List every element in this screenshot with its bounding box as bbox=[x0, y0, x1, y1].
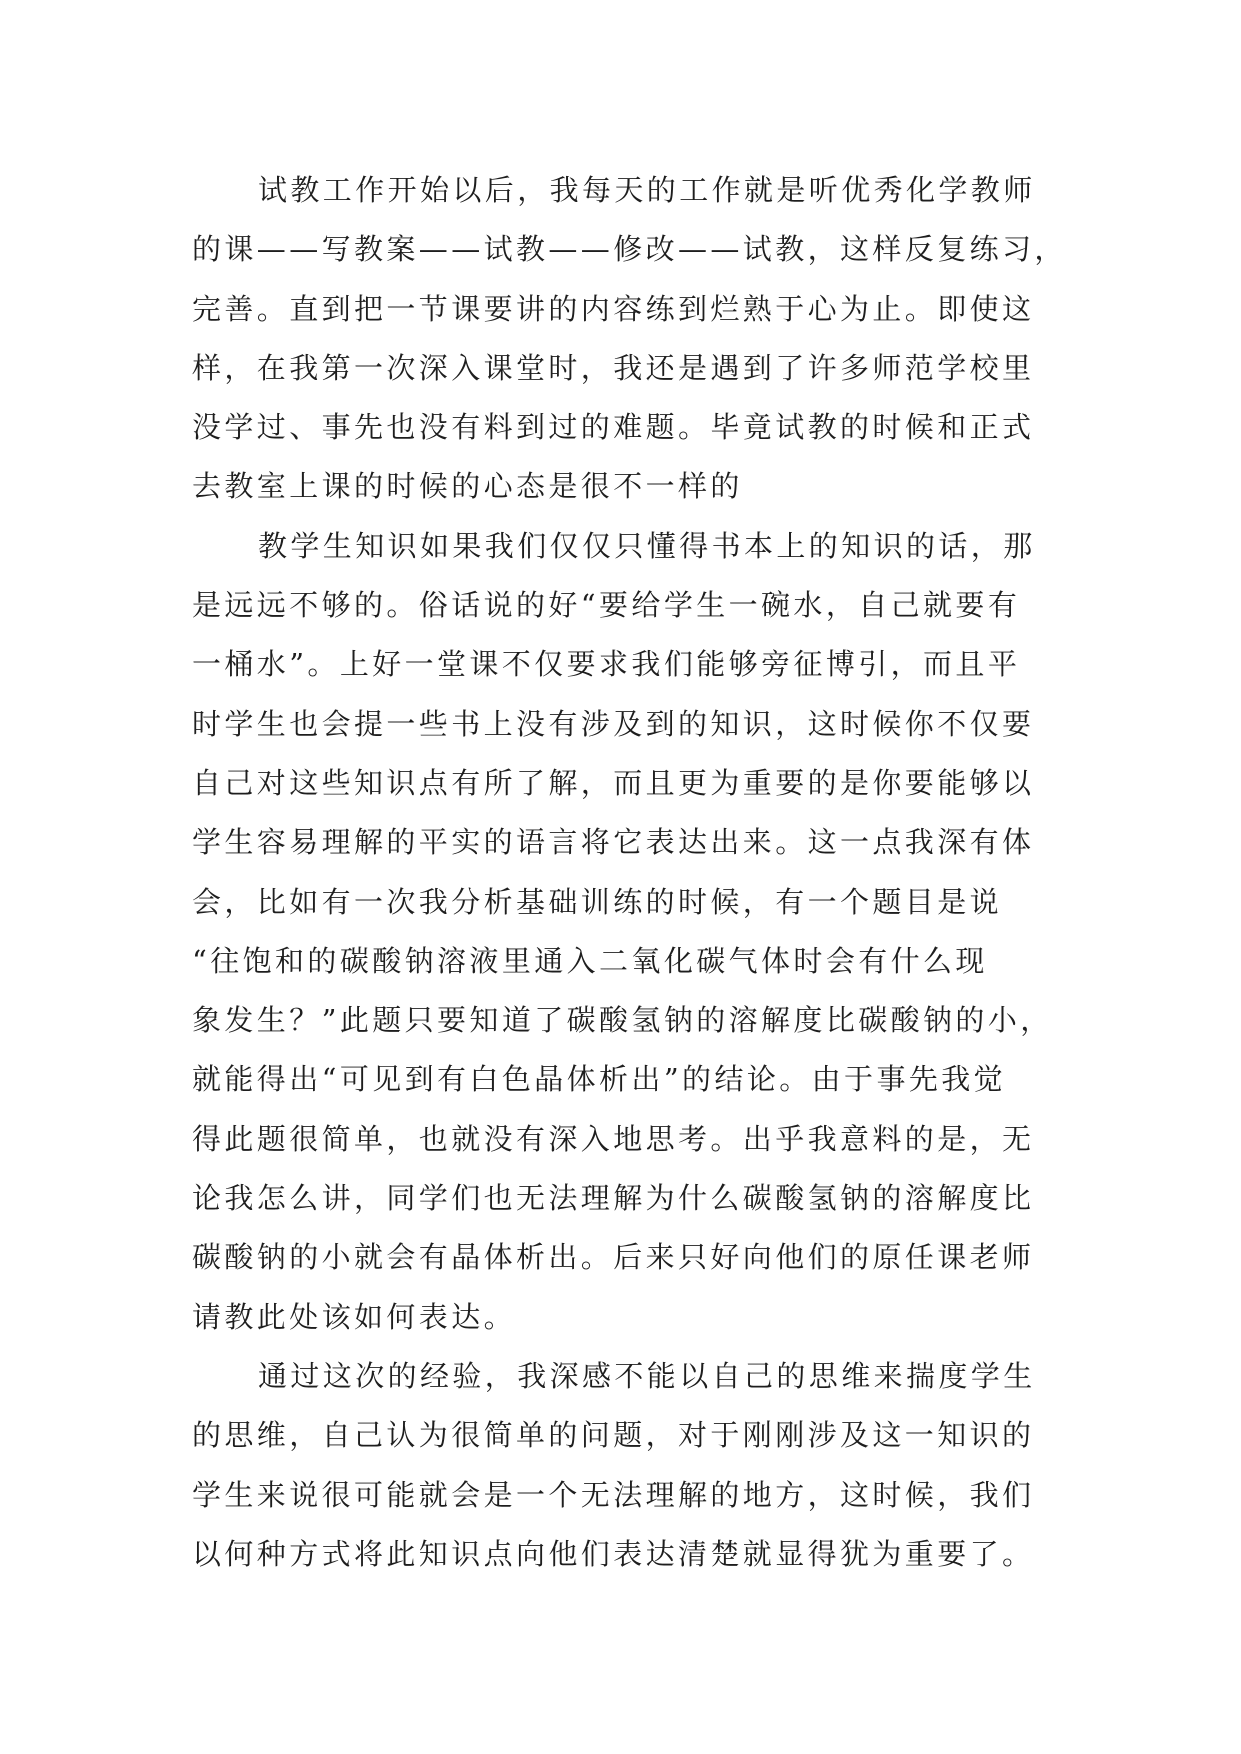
text-line: 通过这次的经验，我深感不能以自己的思维来揣度学生 bbox=[258, 1358, 1036, 1393]
text-line: 去教室上课的时候的心态是很不一样的 bbox=[192, 469, 743, 504]
text-line: 样，在我第一次深入课堂时，我还是遇到了许多师范学校里 bbox=[192, 350, 1035, 385]
text-line: 象发生？”此题只要知道了碳酸氢钠的溶解度比碳酸钠的小， bbox=[192, 1003, 1053, 1038]
text-line: “往饱和的碳酸钠溶液里通入二氧化碳气体时会有什么现 bbox=[192, 943, 988, 978]
paragraph-1 bbox=[192, 161, 1072, 517]
text-line: 论我怎么讲，同学们也无法理解为什么碳酸氢钠的溶解度比 bbox=[192, 1181, 1035, 1216]
text-line: 教学生知识如果我们仅仅只懂得书本上的知识的话，那 bbox=[258, 528, 1036, 563]
text-line: 会，比如有一次我分析基础训练的时候，有一个题目是说 bbox=[192, 884, 1003, 919]
text-line: 的课——写教案——试教——修改——试教，这样反复练习， bbox=[192, 232, 1067, 267]
text-line: 试教工作开始以后，我每天的工作就是听优秀化学教师 bbox=[258, 173, 1036, 207]
text-line: 没学过、事先也没有料到过的难题。毕竟试教的时候和正式 bbox=[192, 410, 1035, 445]
text-line: 一桶水”。上好一堂课不仅要求我们能够旁征博引，而且平 bbox=[192, 647, 1021, 682]
text-line: 的思维，自己认为很简单的问题，对于刚刚涉及这一知识的 bbox=[192, 1418, 1035, 1453]
paragraph-2 bbox=[192, 517, 1072, 1347]
text-line: 得此题很简单，也就没有深入地思考。出乎我意料的是，无 bbox=[192, 1121, 1035, 1156]
text-line: 请教此处该如何表达。 bbox=[192, 1299, 517, 1334]
body-text bbox=[192, 161, 1072, 1584]
text-line: 是远远不够的。俗话说的好“要给学生一碗水，自己就要有 bbox=[192, 588, 1021, 623]
text-line: 以何种方式将此知识点向他们表达清楚就显得犹为重要了。 bbox=[192, 1536, 1035, 1571]
paragraph-3 bbox=[192, 1347, 1072, 1584]
text-line: 时学生也会提一些书上没有涉及到的知识，这时候你不仅要 bbox=[192, 706, 1035, 741]
text-line: 自己对这些知识点有所了解，而且更为重要的是你要能够以 bbox=[192, 765, 1035, 800]
text-line: 学生容易理解的平实的语言将它表达出来。这一点我深有体 bbox=[192, 825, 1035, 860]
text-line: 就能得出“可见到有白色晶体析出”的结论。由于事先我觉 bbox=[192, 1062, 1007, 1097]
text-line: 学生来说很可能就会是一个无法理解的地方，这时候，我们 bbox=[192, 1477, 1035, 1512]
text-line: 完善。直到把一节课要讲的内容练到烂熟于心为止。即使这 bbox=[192, 291, 1035, 326]
text-line: 碳酸钠的小就会有晶体析出。后来只好向他们的原任课老师 bbox=[192, 1240, 1035, 1275]
